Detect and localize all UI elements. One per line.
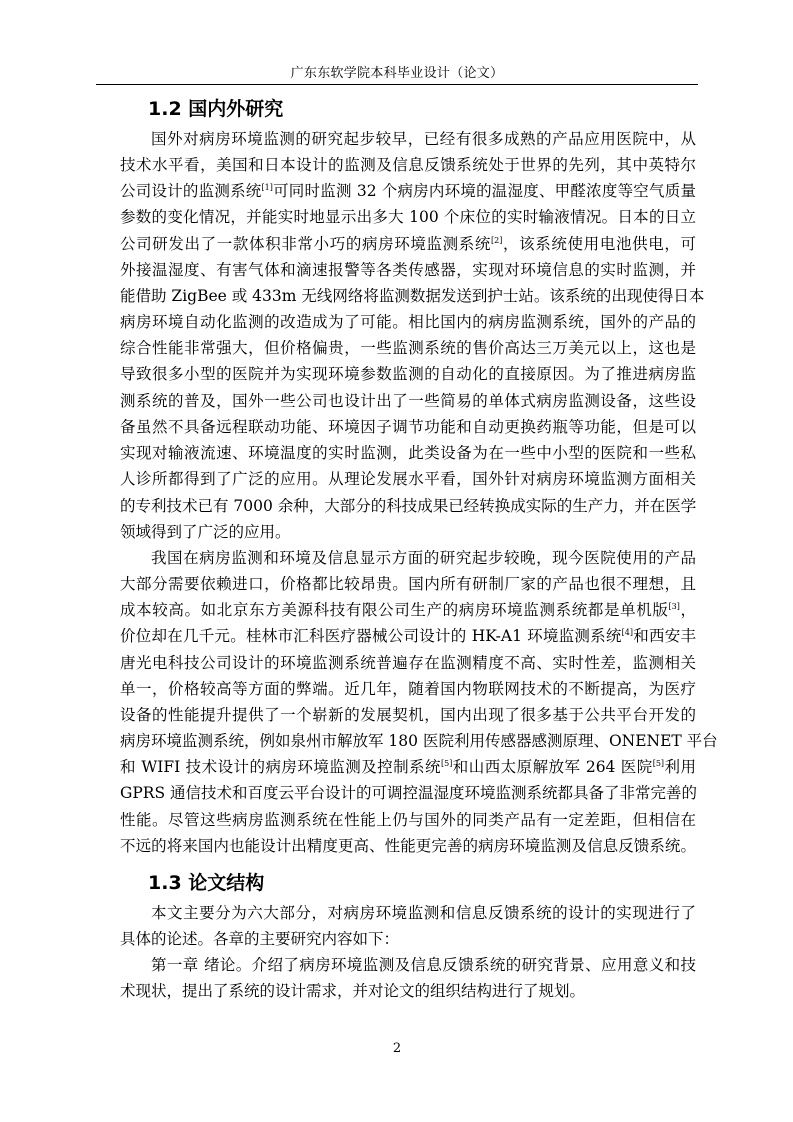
paragraph-line: 国外对病房环境监测的研究起步较早，已经有很多成熟的产品应用医院中，从 [151, 130, 696, 148]
text-run: 利用 [664, 758, 696, 776]
header-rule [96, 84, 698, 85]
paragraph-line: 的专利技术已有 7000 余种，大部分的科技成果已经转换成实际的生产力，并在医学 [120, 497, 697, 515]
paragraph-line: 综合性能非常强大，但价格偏贵，一些监测系统的售价高达三万美元以上，这也是 [120, 339, 696, 357]
text-run: 成本较高。如北京东方美源科技有限公司生产的病房环境监测系统都是单机版 [120, 601, 669, 619]
text-run: 可同时监测 32 个病房内环境的温湿度、甲醛浓度等空气质量 [272, 182, 696, 200]
text-run: 和 WIFI 技术设计的病房环境监测及控制系统 [120, 758, 441, 776]
section-heading-1-3: 1.3 论文结构 [148, 872, 265, 894]
text-run: 和山西太原解放军 264 医院 [452, 758, 653, 776]
paragraph-line: 导致很多小型的医院并为实现环境参数监测的自动化的直接原因。为了推进病房监 [120, 365, 696, 383]
paragraph-line: 唐光电科技公司设计的环境监测系统普遍存在监测精度不高、实时性差，监测相关 [120, 654, 696, 672]
paragraph-line [120, 179, 696, 203]
citation: [3] [668, 601, 680, 611]
page-number: 2 [392, 1041, 402, 1056]
paragraph-line [120, 755, 696, 779]
paragraph-line: 测系统的普及，国外一些公司也设计出了一些简易的单体式病房监测设备，这些设 [120, 392, 696, 410]
paragraph-line: 参数的变化情况，并能实时地显示出多大 100 个床位的实时输液情况。日本的日立 [120, 208, 696, 226]
text-run: ， [679, 601, 696, 619]
text-run: 公司设计的监测系统 [120, 182, 262, 200]
citation: [4] [621, 627, 633, 637]
citation: [2] [491, 235, 503, 245]
paragraph-line: 实现对输液流速、环境温度的实时监测，此类设备为在一些中小型的医院和一些私 [120, 444, 696, 462]
paragraph-line: 病房环境自动化监测的改造成为了可能。相比国内的病房监测系统，国外的产品的 [120, 313, 696, 331]
paragraph-line [120, 624, 696, 648]
paragraph-line: 具体的论述。各章的主要研究内容如下： [120, 930, 400, 948]
paragraph-line: 能借助 ZigBee 或 433m 无线网络将监测数据发送到护士站。该系统的出现使得日本 [120, 287, 705, 305]
paragraph-line: 术现状，提出了系统的设计需求，并对论文的组织结构进行了规划。 [120, 982, 586, 1000]
paragraph-line: 领域得到了广泛的应用。 [120, 523, 291, 541]
paragraph-line: 病房环境监测系统，例如泉州市解放军 180 医院利用传感器感测原理、ONENET 平台 [120, 732, 718, 750]
text-run: 和西安丰 [632, 627, 696, 645]
section-heading-1-2: 1.2 国内外研究 [148, 98, 284, 120]
paragraph-line: 性能。尽管这些病房监测系统在性能上仍与国外的同类产品有一定差距，但相信在 [120, 811, 696, 829]
paragraph-line: 技术水平看，美国和日本设计的监测及信息反馈系统处于世界的先列，其中英特尔 [120, 156, 696, 174]
paragraph-line: 本文主要分为六大部分，对病房环境监测和信息反馈系统的设计的实现进行了 [151, 904, 696, 922]
paragraph-line: 不远的将来国内也能设计出精度更高、性能更完善的病房环境监测及信息反馈系统。 [120, 837, 696, 855]
citation: [5] [440, 758, 453, 768]
paragraph-line: 我国在病房监测和环境及信息显示方面的研究起步较晚，现今医院使用的产品 [151, 549, 696, 567]
citation: [1] [261, 182, 273, 192]
paragraph-line [120, 598, 696, 622]
text-run: 公司研发出了一款体积非常小巧的病房环境监测系统 [120, 235, 492, 253]
text-run: ，该系统使用电池供电，可 [502, 235, 696, 253]
paragraph-line: 大部分需要依赖进口，价格都比较昂贵。国内所有研制厂家的产品也很不理想，且 [120, 575, 696, 593]
paragraph-line: 设备的性能提升提供了一个崭新的发展契机，国内出现了很多基于公共平台开发的 [120, 706, 696, 724]
paragraph-line: 备虽然不具备远程联动功能、环境因子调节功能和自动更换药瓶等功能，但是可以 [120, 418, 696, 436]
paragraph-line: 单一，价格较高等方面的弊端。近几年，随着国内物联网技术的不断提高，为医疗 [120, 680, 696, 698]
paragraph-line [120, 232, 696, 256]
citation: [5] [652, 758, 665, 768]
text-run: 价位却在几千元。桂林市汇科医疗器械公司设计的 HK-A1 环境监测系统 [120, 627, 622, 645]
paragraph-line: 外接温湿度、有害气体和滴速报警等各类传感器，实现对环境信息的实时监测，并 [120, 261, 696, 279]
paragraph-line: 第一章 绪论。介绍了病房环境监测及信息反馈系统的研究背景、应用意义和技 [151, 956, 696, 974]
page-header: 广东东软学院本科毕业设计（论文） [290, 66, 504, 81]
paragraph-line: 人诊所都得到了广泛的应用。从理论发展水平看，国外针对病房环境监测方面相关 [120, 470, 696, 488]
paragraph-line: GPRS 通信技术和百度云平台设计的可调控温湿度环境监测系统都具备了非常完善的 [120, 784, 698, 802]
